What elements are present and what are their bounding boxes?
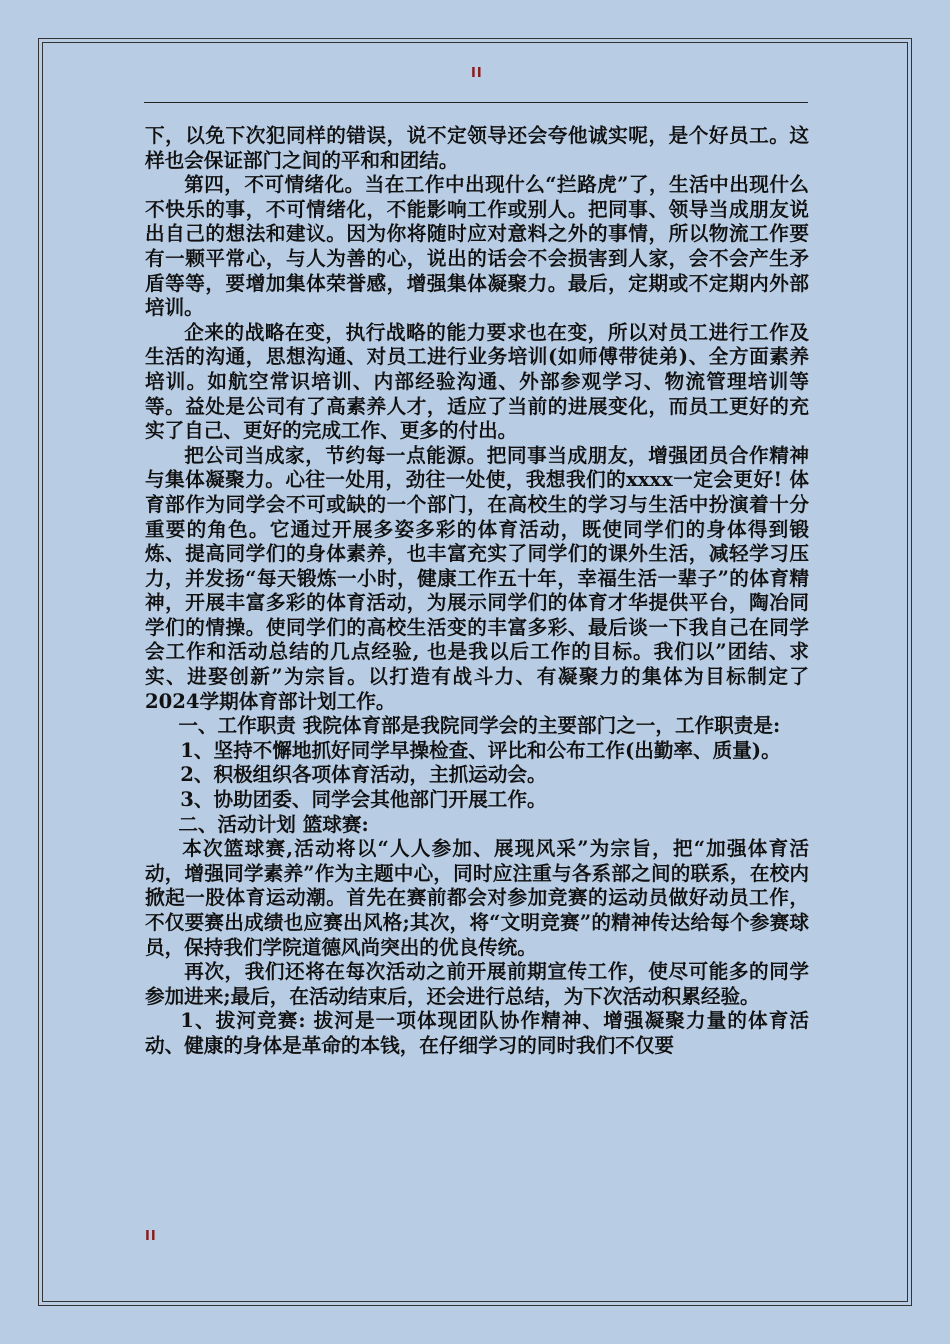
document-body (145, 124, 809, 1059)
paragraph-tug-of-war: 1、拔河竞赛: 拔河是一项体现团队协作精神、增强凝聚力量的体育活动、健康的身体是革命的本钱，在仔细学习的同时我们不仅要 (145, 1009, 809, 1057)
paragraph-fourth-point: 第四，不可情绪化。当在工作中出现什么“拦路虎”了，生活中出现什么不快乐的事，不可情绪化，不能影响工作或别人。把同事、领导当成朋友说出自己的想法和建议。因为你将随时应对意料之外的事情，所以物流工作要有一颗平常心，与人为善的心，说出的话会不会损害到人家，会不会产生矛盾等等，要增加集体荣誉感，增强集体凝聚力。最后，定期或不定期内外部培训。 (145, 173, 809, 320)
paragraph-basketball: 本次篮球赛,活动将以“人人参加、展现风采”为宗旨，把“加强体育活动，增强同学素养”作为主题中心，同时应注重与各系部之间的联系，在校内掀起一股体育运动潮。首先在赛前都会对参加竞赛的运动员做好动员工作，不仅要赛出成绩也应赛出风格;其次，将“文明竞赛”的精神传达给每个参赛球员，保持我们学院道德风尚突出的优良传统。 (145, 837, 809, 959)
list-item-duty-3: 3、协助团委、同学会其他部门开展工作。 (180, 788, 547, 812)
header-rule (144, 102, 808, 103)
list-item-duty-2: 2、积极组织各项体育活动，主抓运动会。 (180, 763, 547, 787)
header-mark: II (471, 66, 483, 81)
paragraph-continuation: 下，以免下次犯同样的错误，说不定领导还会夸他诚实呢，是个好员工。这样也会保证部门之间的平和和团结。 (145, 124, 809, 172)
paragraph-strategy: 企来的战略在变，执行战略的能力要求也在变，所以对员工进行工作及生活的沟通，思想沟通、对员工进行业务培训(如师傅带徒弟)、全方面素养培训。如航空常识培训、内部经验沟通、外部参观学习、物流管理培训等等。益处是公司有了高素养人才，适应了当前的进展变化，而员工更好的充实了自己、更好的完成工作、更多的付出。 (145, 320, 809, 443)
list-item-duty-1: 1、坚持不懈地抓好同学早操检查、评比和公布工作(出勤率、质量)。 (180, 738, 781, 762)
paragraph-promotion: 再次，我们还将在每次活动之前开展前期宣传工作，使尽可能多的同学参加进来;最后，在活动结束后，还会进行总结，为下次活动积累经验。 (145, 960, 809, 1008)
footer-mark: II (145, 1229, 157, 1244)
section-heading-activities: 二、活动计划 篮球赛: (178, 812, 369, 836)
section-heading-duties: 一、工作职责 我院体育部是我院同学会的主要部门之一，工作职责是: (178, 714, 781, 738)
paragraph-company-as-home: 把公司当成家，节约每一点能源。把同事当成朋友，增强团员合作精神与集体凝聚力。心往一处用，劲往一处使，我想我们的xxxx一定会更好! 体育部作为同学会不可或缺的一个部门，在高校生的学习与生活中扮演着十分重要的角色。它通过开展多姿多彩的体育活动，既使同学们的身体得到锻炼、提高同学们的身体素养，也丰富充实了同学们的课外生活，减轻学习压力，并发扬“每天锻炼一小时，健康工作五十年，幸福生活一辈子”的体育精神，开展丰富多彩的体育活动，为展示同学们的体育才华提供平台，陶冶同学们的情操。使同学们的高校生活变的丰富多彩、最后谈一下我自己在同学会工作和活动总结的几点经验, 也是我以后工作的目标。我们以”团结、求实、进娶创新”为宗旨。以打造有战斗力、有凝聚力的集体为目标制定了2024学期体育部计划工作。 (145, 443, 809, 713)
